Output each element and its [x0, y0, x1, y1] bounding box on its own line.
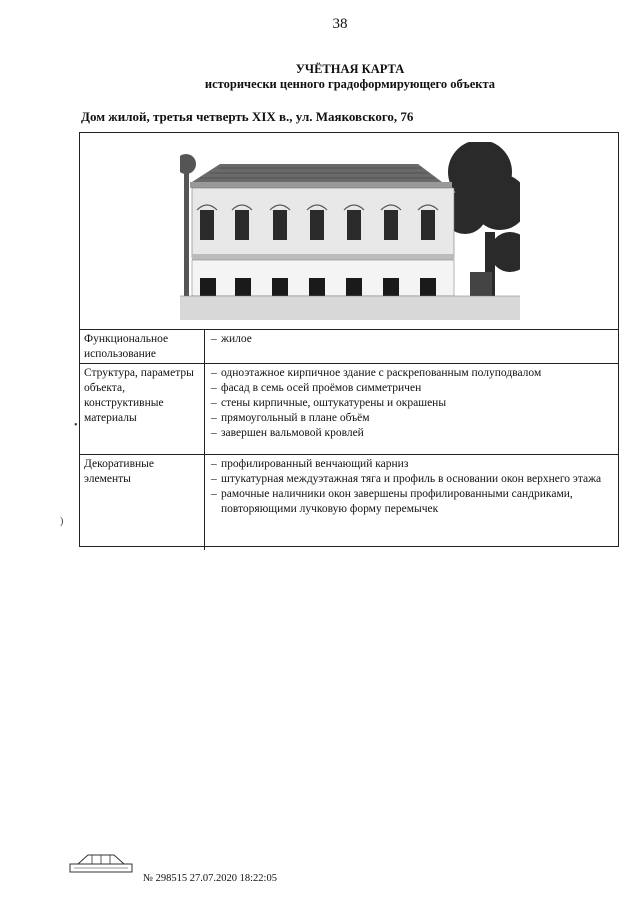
table-row [80, 329, 618, 363]
row-value [205, 455, 618, 550]
row-label: Функциональное использование [80, 330, 205, 363]
record-card [79, 132, 619, 547]
row-label: Структура, параметры объекта, конструктивные материалы [80, 364, 205, 454]
object-heading: Дом жилой, третья четверть XIX в., ул. Маяковского, 76 [81, 109, 414, 124]
building-photo [180, 142, 520, 320]
row-label: Декоративные элементы [80, 455, 205, 550]
document-number: № 298515 27.07.2020 18:22:05 [143, 873, 277, 884]
list-item: – рамочные наличники окон завершены профилированными сандриками, повторяющими лучковую форму перемычек [211, 487, 612, 517]
list-item: – профилированный венчающий карниз [211, 457, 612, 472]
table-row [80, 363, 618, 454]
card-title-line1: УЧЁТНАЯ КАРТА [295, 62, 405, 76]
list-item: – штукатурная междуэтажная тяга и профиль в основании окон верхнего этажа [211, 472, 612, 487]
scan-mark: • [74, 420, 78, 431]
attribute-table [80, 329, 618, 550]
archive-stamp-icon [68, 852, 134, 874]
building-photo-image [180, 142, 520, 320]
row-value [205, 364, 618, 454]
list-item: – прямоугольный в плане объём [211, 411, 612, 426]
row-value [205, 330, 618, 363]
card-title-line2: исторически ценного градоформирующего объекта [204, 77, 496, 91]
scan-mark: ) [60, 516, 64, 527]
page-number: 38 [332, 16, 348, 32]
list-item: – фасад в семь осей проёмов симметричен [211, 381, 612, 396]
card-title [0, 62, 640, 92]
list-item: – стены кирпичные, оштукатурены и окрашены [211, 396, 612, 411]
list-item: – завершен вальмовой кровлей [211, 426, 612, 441]
table-row [80, 454, 618, 550]
list-item: – одноэтажное кирпичное здание с раскрепованным полуподвалом [211, 366, 612, 381]
list-item: – жилое [211, 332, 612, 347]
